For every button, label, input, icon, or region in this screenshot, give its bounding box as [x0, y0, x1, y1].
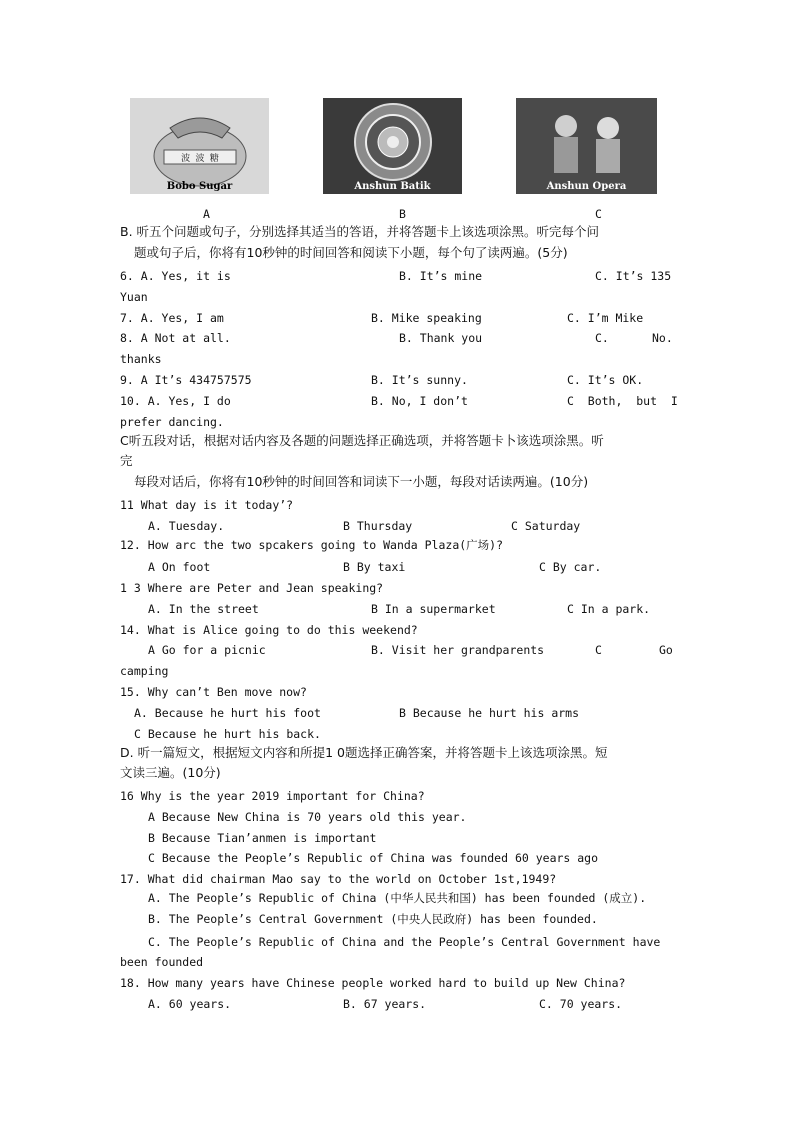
q7-option-b: B. Mike speaking [371, 311, 482, 325]
q8-option-c-tail: No. [652, 331, 673, 345]
q10-option-c: C Both, but I [567, 394, 678, 408]
q10-option-b: B. No, I don’t [371, 394, 468, 408]
q14-option-c: C [595, 643, 602, 657]
q14-option-a: A Go for a picnic [148, 643, 266, 657]
q17-option-c: C. The People’s Republic of China and the People’s Central Government have [148, 935, 661, 949]
q7-option-c: C. I’m Mike [567, 311, 644, 325]
svg-text:波 波 糖: 波 波 糖 [181, 154, 219, 164]
q14-option-b: B. Visit her grandparents [371, 643, 545, 657]
q17-option-c-cont: been founded [120, 955, 204, 969]
q10-option-a: 10. A. Yes, I do [120, 394, 231, 408]
q13-option-a: A. In the street [148, 602, 259, 616]
q14-option-c-tail: Go [659, 643, 673, 657]
q17-option-b: B. The People’s Central Government (中央人民政府) has been founded. [148, 912, 598, 926]
q11-question: 11 What day is it today’? [120, 498, 294, 512]
q9-option-c: C. It’s OK. [567, 373, 644, 387]
section-b-heading: B. 听五个问题或句子，分别选择其适当的答语，并将答题卡上该选项涂黑。听完每个问 [120, 224, 600, 239]
q16-option-c: C Because the People’s Republic of China was founded 60 years ago [148, 851, 599, 865]
section-d-heading-cont: 文读三遍。(10分) [120, 765, 221, 780]
q18-question: 18. How many years have Chinese people worked hard to build up New China? [120, 976, 626, 990]
caption-bobo-sugar: Bobo Sugar [166, 181, 233, 192]
q9-option-a: 9. A It’s 434757575 [120, 373, 252, 387]
q8-option-b: B. Thank you [399, 331, 483, 345]
q18-option-c: C. 70 years. [539, 997, 623, 1011]
q10-option-c-cont: prefer dancing. [120, 415, 224, 429]
q6-option-c: C. It’s 135 [595, 269, 672, 283]
picture-bobo-sugar [130, 98, 269, 194]
q9-option-b: B. It’s sunny. [371, 373, 468, 387]
picture-anshun-opera [516, 98, 657, 194]
q14-question: 14. What is Alice going to do this weekend? [120, 623, 418, 637]
q13-question: 1 3 Where are Peter and Jean speaking? [120, 581, 384, 595]
batik-pattern-illustration [323, 98, 462, 194]
q15-option-b: B Because he hurt his arms [399, 706, 580, 720]
section-c-heading-wrap: 完 [120, 453, 133, 468]
q16-option-a: A Because New China is 70 years old this year. [148, 810, 467, 824]
picture-label-a: A [203, 207, 210, 221]
q18-option-a: A. 60 years. [148, 997, 232, 1011]
q15-option-c: C Because he hurt his back. [134, 727, 321, 741]
q6-option-c-cont: Yuan [120, 290, 148, 304]
q14-option-c-cont: camping [120, 664, 169, 678]
q6-option-a: 6. A. Yes, it is [120, 269, 231, 283]
q8-option-c: C. [595, 331, 609, 345]
q12-option-a: A On foot [148, 560, 211, 574]
section-b-heading-cont: 题或句子后，你将有10秒钟的时间回答和阅读下小题，每个句了读两遍。(5分) [134, 245, 568, 260]
q15-question: 15. Why can’t Ben move now? [120, 685, 307, 699]
caption-anshun-opera: Anshun Opera [546, 181, 627, 192]
q16-option-b: B Because Tian’anmen is important [148, 831, 377, 845]
q18-option-b: B. 67 years. [343, 997, 427, 1011]
q12-option-c: C By car. [539, 560, 602, 574]
section-c-heading: C听五段对话，根据对话内容及各题的问题选择正确选项，并将答题卡卜该选项涂黑。听 [120, 433, 604, 448]
q8-option-a: 8. A Not at all. [120, 331, 231, 345]
picture-label-b: B [399, 207, 406, 221]
q16-question: 16 Why is the year 2019 important for China? [120, 789, 425, 803]
q17-option-a: A. The People’s Republic of China (中华人民共和国) has been founded (成立). [148, 891, 647, 905]
q12-question: 12. How arc the two spcakers going to Wanda Plaza(广场)? [120, 538, 504, 552]
q11-option-c: C Saturday [511, 519, 581, 533]
caption-anshun-batik: Anshun Batik [354, 181, 431, 192]
q11-option-a: A. Tuesday. [148, 519, 225, 533]
section-c-heading-cont: 每段对话后，你将有10秒钟的时间回答和词读下一小题，每段对话读两遍。(10分) [134, 474, 589, 489]
q12-option-b: B By taxi [343, 560, 406, 574]
q7-option-a: 7. A. Yes, I am [120, 311, 224, 325]
q17-question: 17. What did chairman Mao say to the world on October 1st,1949? [120, 872, 557, 886]
q11-option-b: B Thursday [343, 519, 413, 533]
section-d-heading: D. 听一篇短文，根据短文内容和所提1 0题选择正确答案，并将答题卡上该选项涂黑。短 [120, 745, 608, 760]
q15-option-a: A. Because he hurt his foot [134, 706, 321, 720]
sugar-bag-illustration [130, 98, 269, 194]
q13-option-c: C In a park. [567, 602, 651, 616]
picture-anshun-batik [323, 98, 462, 194]
q13-option-b: B In a supermarket [371, 602, 496, 616]
picture-label-c: C [595, 207, 602, 221]
q8-option-c-cont: thanks [120, 352, 162, 366]
opera-performers-illustration [516, 98, 657, 194]
q6-option-b: B. It’s mine [399, 269, 483, 283]
